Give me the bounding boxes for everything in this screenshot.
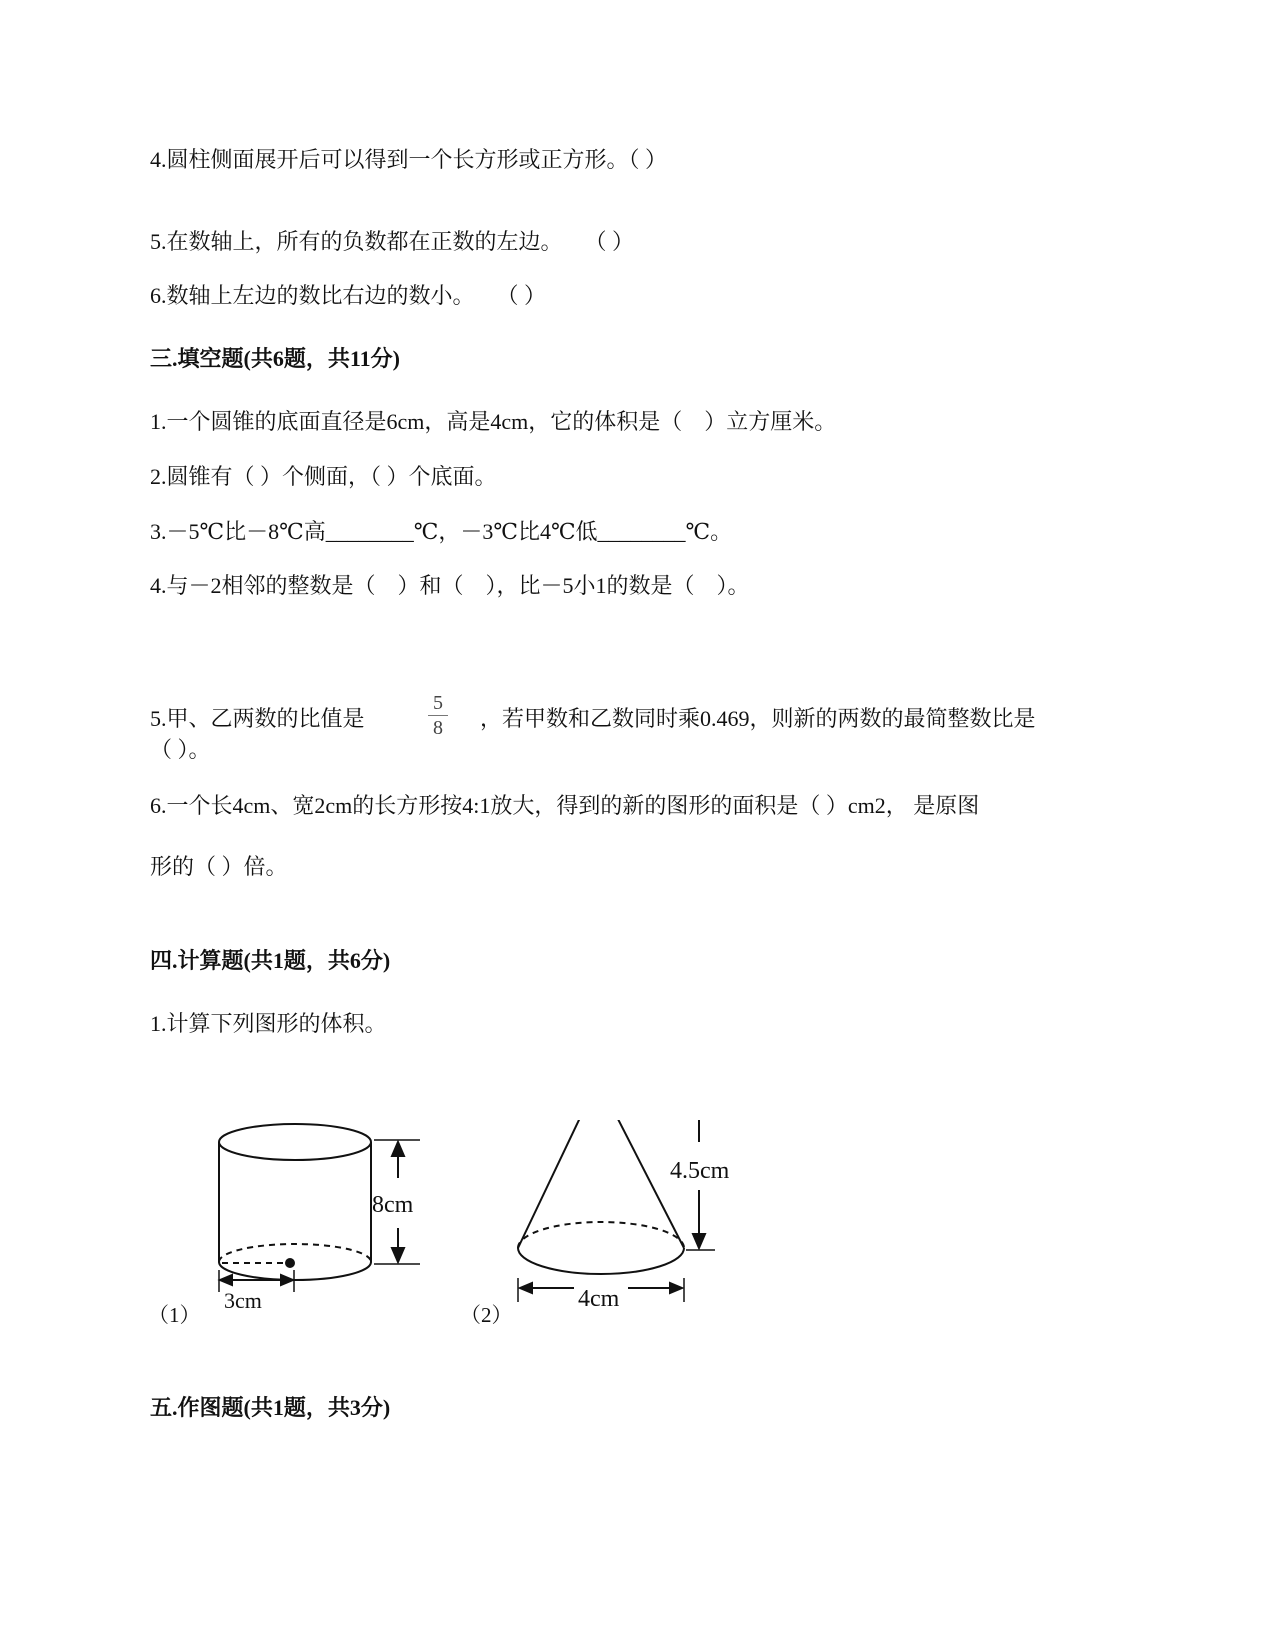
fraction-denominator: 8 xyxy=(433,717,443,739)
cone-figure-label: （2） xyxy=(460,1303,513,1327)
fill-question-2: 2.圆锥有（ ）个侧面，（ ）个底面。 xyxy=(150,464,497,489)
arrow-down-icon xyxy=(693,1234,705,1248)
arrow-down-icon xyxy=(392,1248,404,1262)
judgement-item-4: 4.圆柱侧面展开后可以得到一个长方形或正方形。（ ） xyxy=(150,147,668,172)
fill-question-5-before: 5.甲、乙两数的比值是 xyxy=(150,706,365,731)
volume-figures xyxy=(150,1120,770,1405)
cone-right-side xyxy=(598,1120,684,1248)
fill-question-5-line2: （ ）。 xyxy=(150,737,211,762)
arrow-up-icon xyxy=(392,1142,404,1156)
arrow-left-icon xyxy=(220,1275,232,1285)
arrow-right-icon xyxy=(670,1283,682,1293)
arrow-left-icon xyxy=(520,1283,532,1293)
cone-base-back xyxy=(518,1222,684,1248)
cone-height-label: 4.5cm xyxy=(670,1158,730,1184)
cylinder-radius-label: 3cm xyxy=(224,1288,262,1313)
fill-question-4: 4.与－2相邻的整数是（ ）和（ ），比－5小1的数是（ ）。 xyxy=(150,573,750,598)
judgement-item-6: 6.数轴上左边的数比右边的数小。 （ ） xyxy=(150,283,547,308)
volume-figures-svg xyxy=(150,1120,770,1400)
fill-question-5-after: ，若甲数和乙数同时乘0.469，则新的两数的最简整数比是 xyxy=(480,706,1036,731)
cylinder-height-label: 8cm xyxy=(372,1192,414,1218)
cylinder-figure-label: （1） xyxy=(150,1303,201,1327)
fill-question-6-line2: 形的（ ）倍。 xyxy=(150,854,288,879)
fill-question-3: 3.－5℃比－8℃高________℃，－3℃比4℃低________℃。 xyxy=(150,519,733,544)
cone-base-front xyxy=(518,1248,684,1274)
judgement-item-5: 5.在数轴上，所有的负数都在正数的左边。 （ ） xyxy=(150,229,635,254)
cone-figure xyxy=(518,1120,715,1302)
section-4-heading: 四.计算题(共1题，共6分) xyxy=(150,948,391,973)
cylinder-bottom-front xyxy=(219,1262,371,1280)
calc-question-1: 1.计算下列图形的体积。 xyxy=(150,1011,387,1036)
section-3-heading: 三.填空题(共6题，共11分) xyxy=(150,346,400,371)
cylinder-top-ellipse xyxy=(219,1124,371,1160)
fraction-numerator: 5 xyxy=(433,692,443,714)
cylinder-center-dot xyxy=(286,1259,294,1267)
cone-left-side xyxy=(518,1120,598,1248)
fraction-five-eighths xyxy=(426,692,450,739)
section-5-heading: 五.作图题(共1题，共3分) xyxy=(150,1395,391,1420)
fill-question-1: 1.一个圆锥的底面直径是6cm，高是4cm，它的体积是（ ）立方厘米。 xyxy=(150,409,837,434)
arrow-right-icon xyxy=(281,1275,293,1285)
cone-diameter-label: 4cm xyxy=(578,1286,620,1312)
fraction-bar xyxy=(428,715,448,716)
fill-question-6-line1: 6.一个长4cm、宽2cm的长方形按4:1放大，得到的新的图形的面积是（ ）cm2， 是原图 xyxy=(150,793,980,818)
cylinder-bottom-back xyxy=(219,1244,371,1262)
